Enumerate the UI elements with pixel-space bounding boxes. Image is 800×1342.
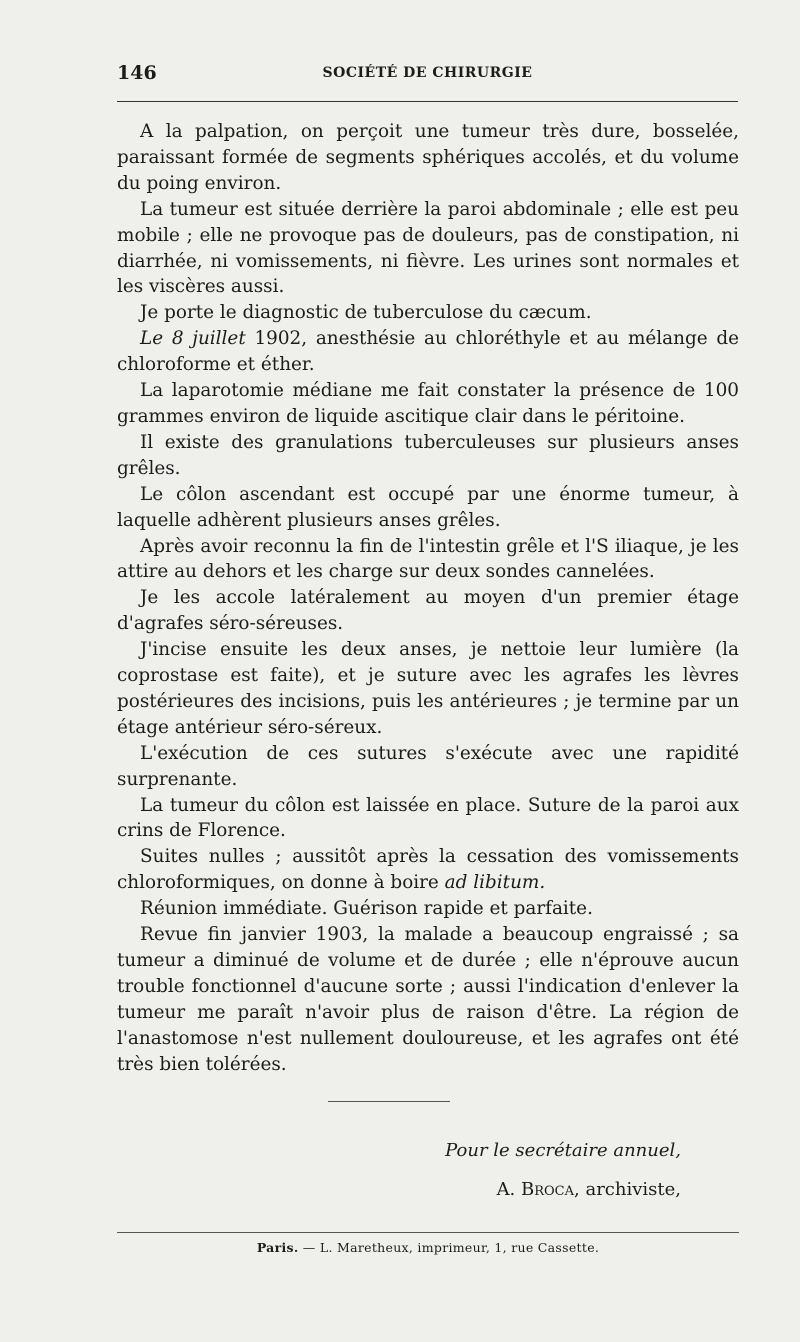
imprint-city: Paris. (256, 1240, 299, 1255)
footer-rule (117, 1232, 739, 1233)
paragraph: A la palpation, on perçoit une tumeur très dure, bosselée, paraissant formée de segments sphériques accolés, et du volume du poing environ. (117, 121, 739, 194)
paragraph-text: 1902, anesthésie au chloréthyle et au mélange de chloroforme et éther. (117, 328, 739, 376)
paragraph: L'exécution de ces sutures s'exécute avec une rapidité surprenante. (117, 742, 739, 790)
header-rule (117, 101, 738, 102)
paragraph: Il existe des granulations tuberculeuses sur plusieurs anses grêles. (117, 431, 739, 479)
paragraph: La tumeur est située derrière la paroi abdominale ; elle est peu mobile ; elle ne provoque pas de douleurs, pas de constipation, ni diarrhée, ni vomissements, ni fièvre. Les urines sont normales et les viscères aussi. (117, 198, 739, 298)
paragraph: J'incise ensuite les deux anses, je nettoie leur lumière (la coprostase est faite), et je suture avec les agrafes les lèvres postérieures des incisions, puis les antérieures ; je termine par un étage antérieur séro-séreux. (117, 639, 739, 738)
imprint-text: — L. Maretheux, imprimeur, 1, rue Cassette. (298, 1240, 600, 1255)
latin-italic: ad libitum. (444, 872, 546, 894)
signature-title: , archiviste, (574, 1179, 681, 1200)
paragraph: Le côlon ascendant est occupé par une énorme tumeur, à laquelle adhèrent plusieurs anses grêles. (117, 483, 739, 531)
body-text (117, 119, 739, 1078)
signature-name (497, 1179, 681, 1200)
date-italic: Le 8 juillet (140, 328, 246, 350)
closing-rule (328, 1101, 450, 1102)
paragraph (117, 326, 739, 378)
paragraph: Après avoir reconnu la fin de l'intestin grêle et l'S iliaque, je les attire au dehors et les charge sur deux sondes cannelées. (117, 535, 739, 583)
paragraph: Revue fin janvier 1903, la malade a beaucoup engraissé ; sa tumeur a diminué de volume et de durée ; elle n'éprouve aucun trouble fonctionnel d'aucune sorte ; aussi l'indication d'enlever la tumeur me paraît n'avoir plus de raison d'être. La région de l'anastomose n'est nullement douloureuse, et les agrafes ont été très bien tolérées. (117, 924, 739, 1075)
signature-role: Pour le secrétaire annuel, (445, 1140, 681, 1161)
signature-author: A. Broca (496, 1179, 575, 1200)
paragraph: Je les accole latéralement au moyen d'un premier étage d'agrafes séro-séreuses. (117, 587, 739, 635)
page-number: 146 (117, 62, 157, 84)
paragraph: La tumeur du côlon est laissée en place. Suture de la paroi aux crins de Florence. (117, 794, 739, 842)
paragraph: Réunion immédiate. Guérison rapide et parfaite. (140, 898, 593, 920)
printer-imprint (117, 1240, 739, 1255)
page-header (117, 62, 738, 88)
running-title: SOCIÉTÉ DE CHIRURGIE (322, 65, 533, 81)
paragraph: La laparotomie médiane me fait constater la présence de 100 grammes environ de liquide ascitique clair dans le péritoine. (117, 380, 739, 427)
paragraph-text: Suites nulles ; aussitôt après la cessation des vomissements chloroformiques, on donne à boire (117, 846, 739, 894)
paragraph: Je porte le diagnostic de tuberculose du cæcum. (140, 302, 592, 324)
paragraph (117, 844, 739, 896)
